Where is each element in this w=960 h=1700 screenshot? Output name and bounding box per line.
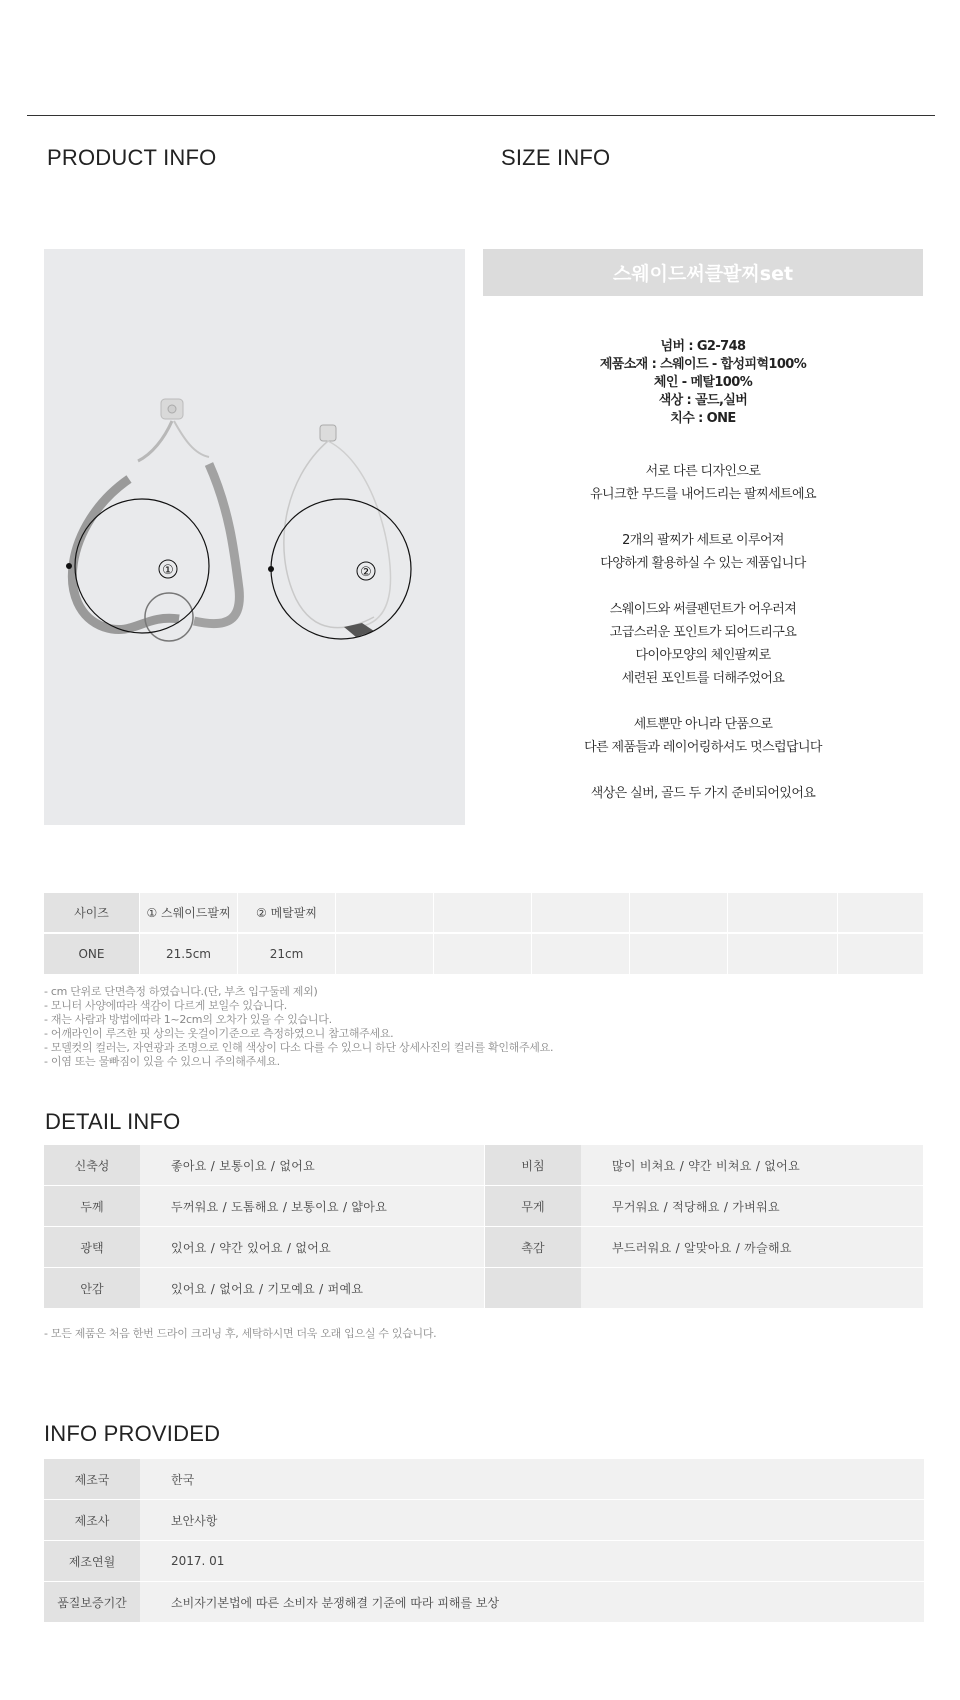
- info-value: 보안사항: [140, 1500, 924, 1541]
- info-row: [44, 1582, 924, 1623]
- measurement-notes: [44, 985, 553, 1069]
- detail-label: 광택: [44, 1227, 140, 1268]
- info-provided-heading: INFO PROVIDED: [44, 1421, 221, 1446]
- size-cell: [630, 934, 728, 975]
- detail-info-heading: DETAIL INFO: [45, 1109, 181, 1134]
- detail-value: 부드러워요 / 알맞아요 / 까슬해요: [581, 1227, 924, 1268]
- description-line: 유니크한 무드를 내어드리는 팔찌세트에요: [590, 487, 816, 502]
- info-row: [44, 1541, 924, 1582]
- size-cell: [336, 934, 434, 975]
- product-spec: [483, 338, 923, 428]
- description-line: 스웨이드와 써클펜던트가 어우러져: [609, 602, 797, 617]
- detail-value: [581, 1268, 924, 1309]
- description-line: 다양하게 활용하실 수 있는 제품입니다: [600, 556, 806, 571]
- info-value: 한국: [140, 1459, 924, 1500]
- size-header-cell: [532, 893, 630, 934]
- note-line: - 이염 또는 물빠짐이 있을 수 있으니 주의해주세요.: [44, 1055, 280, 1068]
- description-line: 고급스러운 포인트가 되어드리구요: [609, 625, 797, 640]
- description-line: 세트뿐만 아니라 단품으로: [633, 717, 773, 732]
- description-paragraph: [483, 713, 923, 759]
- note-line: - cm 단위로 단면측정 하였습니다.(단, 부츠 입구둘레 제외): [44, 985, 318, 998]
- detail-value: 두꺼워요 / 도톰해요 / 보통이요 / 얇아요: [140, 1186, 485, 1227]
- detail-label: 두께: [44, 1186, 140, 1227]
- product-description: [483, 460, 923, 828]
- size-cell: [532, 934, 630, 975]
- size-cell: [838, 934, 924, 975]
- size-header-cell: ② 메탈팔찌: [238, 893, 336, 934]
- size-cell: 21cm: [238, 934, 336, 975]
- metal-bracelet-image: [284, 425, 391, 637]
- spec-line: 치수 : ONE: [670, 411, 736, 426]
- note-line: - 어깨라인이 루즈한 핏 상의는 옷걸이기준으로 측정하였으니 참고해주세요.: [44, 1027, 394, 1040]
- description-paragraph: [483, 529, 923, 575]
- spec-line: 색상 : 골드,실버: [658, 393, 748, 408]
- spec-line: 제품소재 : 스웨이드 - 합성피혁100%: [599, 357, 807, 372]
- size-header-cell: 사이즈: [44, 893, 140, 934]
- suede-bracelet-image: [72, 399, 239, 641]
- care-note: - 모든 제품은 처음 한번 드라이 크리닝 후, 세탁하시면 더욱 오래 입으실 수 있습니다.: [44, 1327, 437, 1340]
- size-cell: 21.5cm: [140, 934, 238, 975]
- size-table-row: [44, 934, 924, 975]
- description-line: 다른 제품들과 레이어링하셔도 멋스럽답니다: [584, 740, 822, 755]
- size-info-heading: SIZE INFO: [501, 145, 611, 170]
- description-paragraph: [483, 460, 923, 506]
- size-header-cell: ① 스웨이드팔찌: [140, 893, 238, 934]
- size-header-cell: [630, 893, 728, 934]
- detail-value: 많이 비쳐요 / 약간 비쳐요 / 없어요: [581, 1145, 924, 1186]
- detail-row: [44, 1268, 924, 1309]
- note-line: - 재는 사람과 방법에따라 1~2cm의 오차가 있을 수 있습니다.: [44, 1013, 332, 1026]
- description-paragraph: [483, 598, 923, 690]
- detail-row: [44, 1186, 924, 1227]
- detail-label: 비침: [485, 1145, 581, 1186]
- note-line: - 모델컷의 컬러는, 자연광과 조명으로 인해 색상이 다소 다를 수 있으니 하단 상세사진의 컬러를 확인해주세요.: [44, 1041, 554, 1054]
- description-line: 색상은 실버, 골드 두 가지 준비되어있어요: [590, 786, 816, 801]
- product-photo: [44, 249, 465, 825]
- info-label: 제조국: [44, 1459, 140, 1500]
- top-divider: [27, 115, 935, 116]
- size-table: [44, 893, 924, 975]
- description-line: 서로 다른 디자인으로: [645, 464, 761, 479]
- product-info-heading: PRODUCT INFO: [47, 145, 217, 170]
- description-line: 세련된 포인트를 더해주었어요: [621, 671, 785, 686]
- detail-value: 있어요 / 약간 있어요 / 없어요: [140, 1227, 485, 1268]
- size-cell: [728, 934, 838, 975]
- detail-label: 안감: [44, 1268, 140, 1309]
- detail-label: 신축성: [44, 1145, 140, 1186]
- spec-line: 넘버 : G2-748: [660, 339, 746, 354]
- detail-table: [44, 1145, 924, 1309]
- size-header-cell: [434, 893, 532, 934]
- size-header-cell: [336, 893, 434, 934]
- detail-row: [44, 1145, 924, 1186]
- detail-row: [44, 1227, 924, 1268]
- spec-line: 체인 - 메탈100%: [653, 375, 753, 390]
- info-value: 소비자기본법에 따른 소비자 분쟁해결 기준에 따라 피해를 보상: [140, 1582, 924, 1623]
- info-label: 품질보증기간: [44, 1582, 140, 1623]
- description-paragraph: [483, 782, 923, 805]
- size-table-header: [44, 893, 924, 934]
- detail-label: [485, 1268, 581, 1309]
- detail-value: 무거워요 / 적당해요 / 가벼워요: [581, 1186, 924, 1227]
- info-value: 2017. 01: [140, 1541, 924, 1582]
- product-name-banner: 스웨이드써클팔찌set: [483, 249, 923, 296]
- info-row: [44, 1459, 924, 1500]
- size-header-cell: [838, 893, 924, 934]
- detail-value: 좋아요 / 보통이요 / 없어요: [140, 1145, 485, 1186]
- info-provided-table: [44, 1459, 924, 1623]
- description-line: 다이아모양의 체인팔찌로: [635, 648, 771, 663]
- note-line: - 모니터 사양에따라 색감이 다르게 보일수 있습니다.: [44, 999, 287, 1012]
- size-cell: ONE: [44, 934, 140, 975]
- description-line: 2개의 팔찌가 세트로 이루어져: [622, 533, 784, 548]
- marker-label-2: ②: [360, 565, 372, 580]
- marker-label-1: ①: [162, 563, 174, 578]
- detail-label: 무게: [485, 1186, 581, 1227]
- info-row: [44, 1500, 924, 1541]
- detail-label: 촉감: [485, 1227, 581, 1268]
- info-label: 제조사: [44, 1500, 140, 1541]
- detail-value: 있어요 / 없어요 / 기모예요 / 퍼예요: [140, 1268, 485, 1309]
- info-label: 제조연월: [44, 1541, 140, 1582]
- size-header-cell: [728, 893, 838, 934]
- size-cell: [434, 934, 532, 975]
